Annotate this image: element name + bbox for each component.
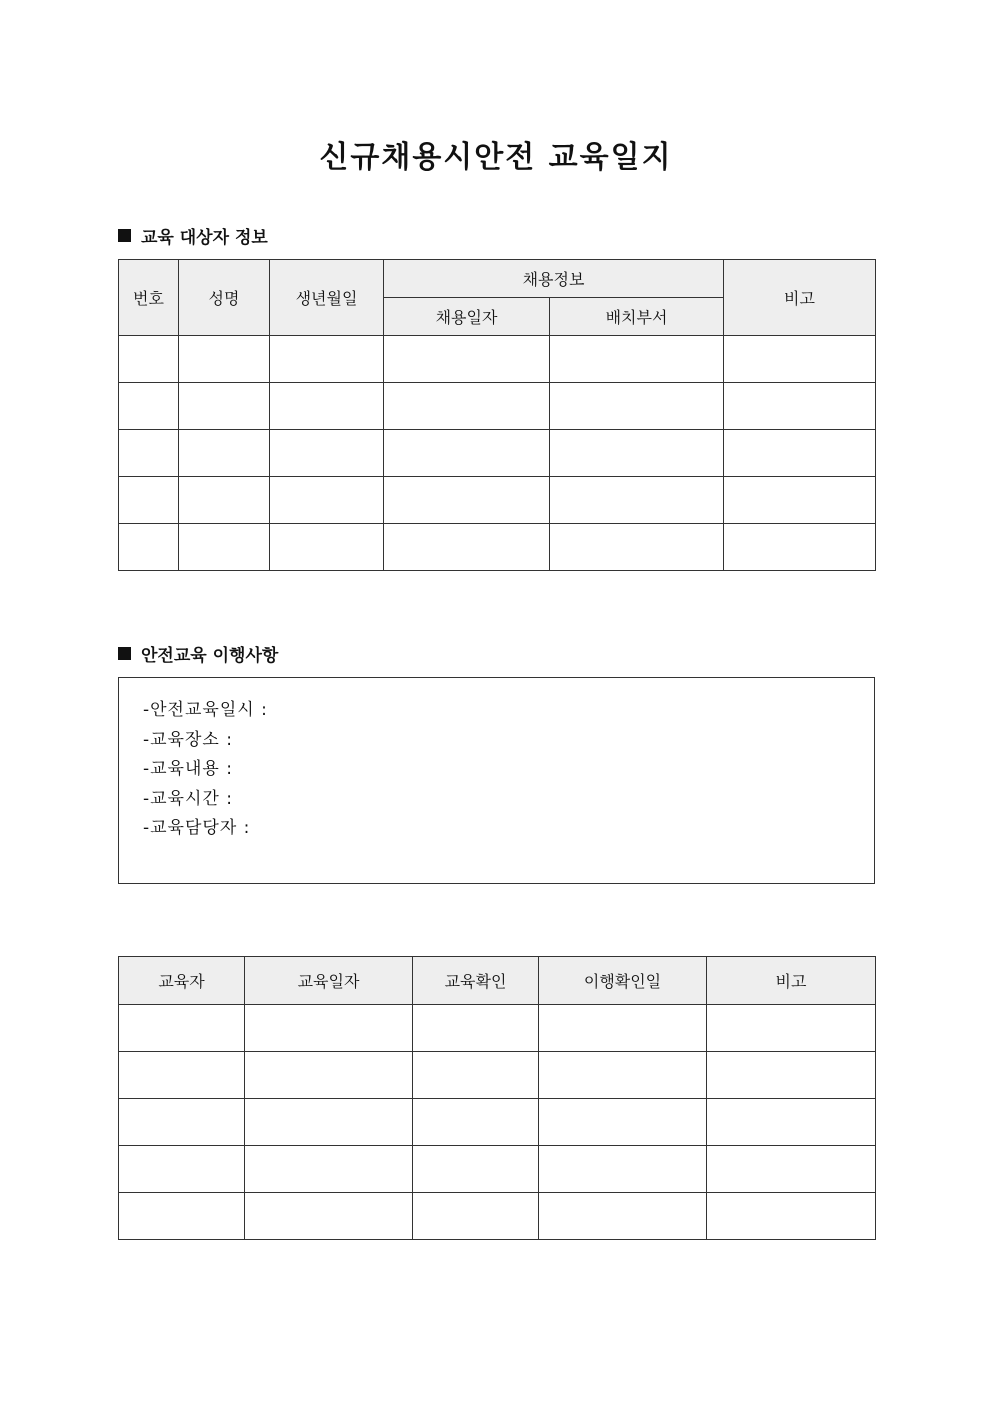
table-row xyxy=(119,430,876,477)
table-cell[interactable] xyxy=(550,477,724,524)
table-cell[interactable] xyxy=(539,1146,707,1193)
header-training-date: 교육일자 xyxy=(245,957,413,1005)
table-cell[interactable] xyxy=(550,336,724,383)
table-cell[interactable] xyxy=(270,336,384,383)
table-cell[interactable] xyxy=(707,1052,876,1099)
trainee-info-table xyxy=(118,259,876,571)
table-cell[interactable] xyxy=(270,430,384,477)
header-trainer: 교육자 xyxy=(119,957,245,1005)
table-cell[interactable] xyxy=(384,336,550,383)
table-cell[interactable] xyxy=(245,1005,413,1052)
table-cell[interactable] xyxy=(179,383,270,430)
training-content-field[interactable]: -교육내용 : xyxy=(143,759,233,779)
header-completion-date: 이행확인일 xyxy=(539,957,707,1005)
section-heading-label: 교육 대상자 정보 xyxy=(141,228,268,248)
table-cell[interactable] xyxy=(539,1005,707,1052)
header-department: 배치부서 xyxy=(550,298,724,336)
table-cell[interactable] xyxy=(179,524,270,571)
header-remarks: 비고 xyxy=(707,957,876,1005)
header-training-confirm: 교육확인 xyxy=(413,957,539,1005)
section-heading-safety-training xyxy=(118,641,278,666)
table-cell[interactable] xyxy=(119,430,179,477)
header-birthdate: 생년월일 xyxy=(270,260,384,336)
table-cell[interactable] xyxy=(707,1005,876,1052)
table-cell[interactable] xyxy=(550,430,724,477)
table-cell[interactable] xyxy=(270,383,384,430)
table-cell[interactable] xyxy=(179,477,270,524)
table-cell[interactable] xyxy=(413,1052,539,1099)
table-cell[interactable] xyxy=(384,524,550,571)
table-row xyxy=(119,1005,876,1052)
table-cell[interactable] xyxy=(179,336,270,383)
table-cell[interactable] xyxy=(413,1005,539,1052)
table-row xyxy=(119,1193,876,1240)
table-cell[interactable] xyxy=(707,1099,876,1146)
document-title: 신규채용시안전 교육일지 xyxy=(319,140,673,175)
table-row xyxy=(119,1052,876,1099)
header-remarks: 비고 xyxy=(724,260,876,336)
header-number: 번호 xyxy=(119,260,179,336)
training-details-list xyxy=(119,678,874,844)
table-row xyxy=(119,383,876,430)
table-cell[interactable] xyxy=(179,430,270,477)
table-cell[interactable] xyxy=(724,336,876,383)
table-cell[interactable] xyxy=(550,524,724,571)
table-cell[interactable] xyxy=(413,1193,539,1240)
training-details-box xyxy=(118,677,875,884)
table-row xyxy=(119,477,876,524)
table-row xyxy=(119,1099,876,1146)
table-cell[interactable] xyxy=(119,383,179,430)
header-hire-date: 채용일자 xyxy=(384,298,550,336)
table-cell[interactable] xyxy=(119,1052,245,1099)
table-cell[interactable] xyxy=(724,430,876,477)
table-cell[interactable] xyxy=(707,1193,876,1240)
table-cell[interactable] xyxy=(413,1146,539,1193)
section-heading-label: 안전교육 이행사항 xyxy=(141,646,279,666)
table-cell[interactable] xyxy=(245,1052,413,1099)
table-cell[interactable] xyxy=(539,1052,707,1099)
table-cell[interactable] xyxy=(270,477,384,524)
table-cell[interactable] xyxy=(119,1193,245,1240)
square-bullet-icon xyxy=(118,229,131,242)
table-cell[interactable] xyxy=(119,336,179,383)
table-cell[interactable] xyxy=(539,1193,707,1240)
training-datetime-field[interactable]: -안전교육일시 : xyxy=(143,700,268,720)
training-manager-field[interactable]: -교육담당자 : xyxy=(143,818,251,838)
table-cell[interactable] xyxy=(707,1146,876,1193)
table-cell[interactable] xyxy=(119,524,179,571)
header-name: 성명 xyxy=(179,260,270,336)
section-heading-trainee-info xyxy=(118,223,268,248)
table-cell[interactable] xyxy=(245,1146,413,1193)
training-hours-field[interactable]: -교육시간 : xyxy=(143,788,233,809)
training-location-field[interactable]: -교육장소 : xyxy=(143,729,233,750)
table-row xyxy=(119,336,876,383)
table-cell[interactable] xyxy=(119,1005,245,1052)
table-row xyxy=(119,1146,876,1193)
table-cell[interactable] xyxy=(384,477,550,524)
header-hire-info: 채용정보 xyxy=(384,260,724,298)
table-cell[interactable] xyxy=(724,524,876,571)
training-confirmation-table xyxy=(118,956,876,1240)
table-cell[interactable] xyxy=(270,524,384,571)
table-row xyxy=(119,524,876,571)
table-cell[interactable] xyxy=(724,477,876,524)
table-cell[interactable] xyxy=(384,383,550,430)
table-cell[interactable] xyxy=(539,1099,707,1146)
table-cell[interactable] xyxy=(724,383,876,430)
table-cell[interactable] xyxy=(245,1099,413,1146)
square-bullet-icon xyxy=(118,647,131,660)
table-cell[interactable] xyxy=(413,1099,539,1146)
table-cell[interactable] xyxy=(119,1099,245,1146)
table-cell[interactable] xyxy=(119,477,179,524)
table-cell[interactable] xyxy=(119,1146,245,1193)
table-cell[interactable] xyxy=(245,1193,413,1240)
table-cell[interactable] xyxy=(550,383,724,430)
table-cell[interactable] xyxy=(384,430,550,477)
